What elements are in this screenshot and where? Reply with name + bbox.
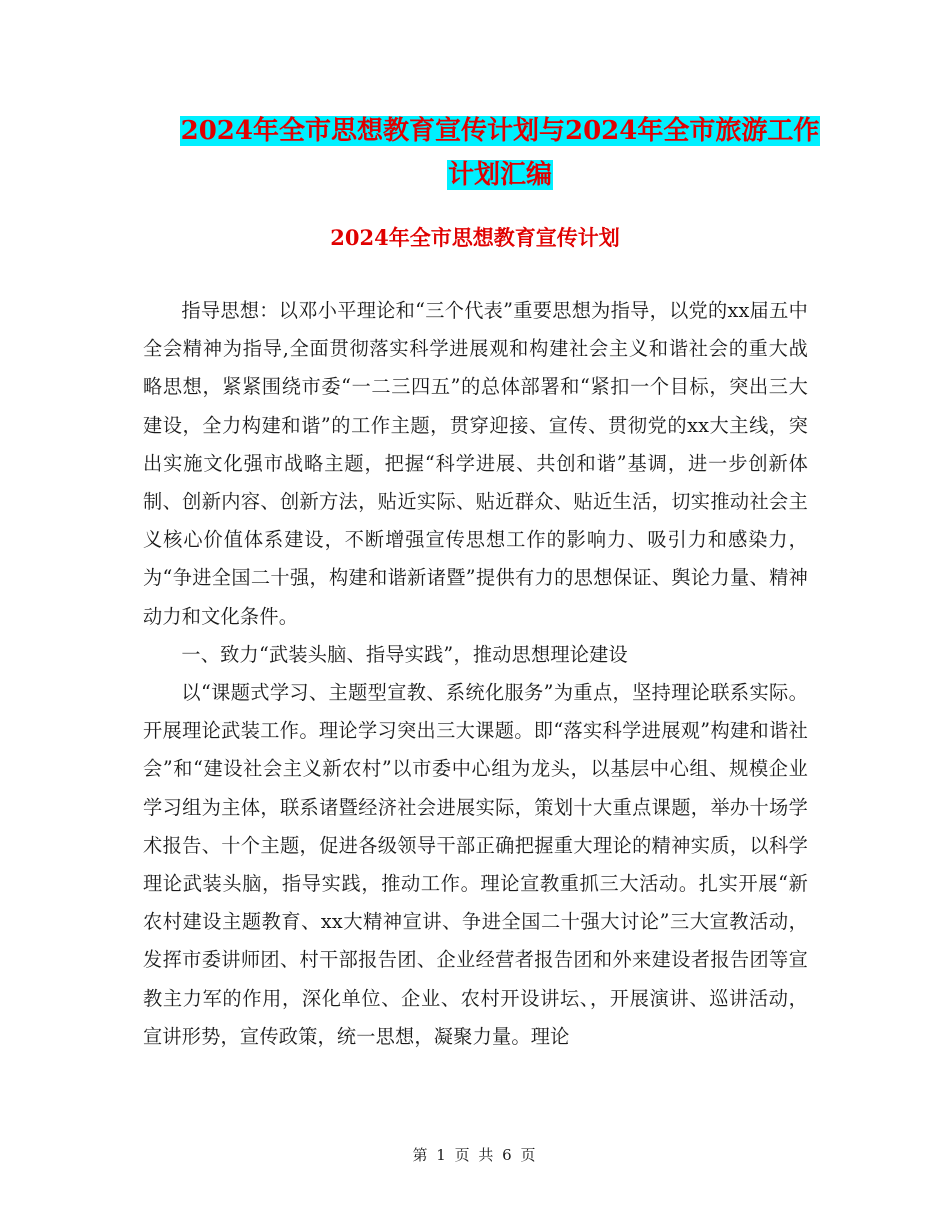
paragraph-theory-study: 以“课题式学习、主题型宣教、系统化服务”为重点，坚持理论联系实际。开展理论武装工作。理论学习突出三大课题。即“落实科学进展观”构建和谐社会”和“建设社会主义新农村”以市委中心组为龙头，以基层中心组、规模企业学习组为主体，联系诸暨经济社会进展实际，策划十大重点课题，举办十场学术报告、十个主题，促进各级领导干部正确把握重大理论的精神实质，以科学理论武装头脑，指导实践，推动工作。理论宣教重抓三大活动。扎实开展“新农村建设主题教育、xx大精神宣讲、争进全国二十强大讨论”三大宣教活动，发挥市委讲师团、村干部报告团、企业经营者报告团和外来建设者报告团等宣教主力军的作用，深化单位、企业、农村开设讲坛、，开展演讲、巡讲活动，宣讲形势，宣传政策，统一思想，凝聚力量。理论 [143, 681, 808, 1048]
paragraph-heading-one: 一、致力“武装头脑、指导实践”，推动思想理论建设 [181, 642, 628, 666]
page-footer: 第 1 页 共 6 页 [412, 1146, 538, 1164]
title-highlight: 计划汇编 [447, 160, 552, 190]
section-title: 2024年全市思想教育宣传计划 [330, 225, 620, 250]
paragraph-guiding-thought: 指导思想：以邓小平理论和“三个代表”重要思想为指导，以党的xx届五中全会精神为指导,全面贯彻落实科学进展观和构建社会主义和谐社会的重大战略思想，紧紧围绕市委“一二三四五”的总体部署和“紧扣一个目标，突出三大建设，全力构建和谐”的工作主题，贯穿迎接、宣传、贯彻党的xx大主线，突出实施文化强市战略主题，把握“科学进展、共创和谐”基调，进一步创新体制、创新内容、创新方法，贴近实际、贴近群众、贴近生活，切实推动社会主义核心价值体系建设，不断增强宣传思想工作的影响力、吸引力和感染力，为“争进全国二十强，构建和谐新诸暨”提供有力的思想保证、舆论力量、精神动力和文化条件。 [143, 299, 808, 628]
document-body [143, 292, 808, 1056]
document-title-line-2 [140, 153, 860, 197]
document-title-line-1 [130, 109, 870, 153]
title-highlight: 2024年全市思想教育宣传计划与2024年全市旅游工作 [180, 116, 820, 146]
